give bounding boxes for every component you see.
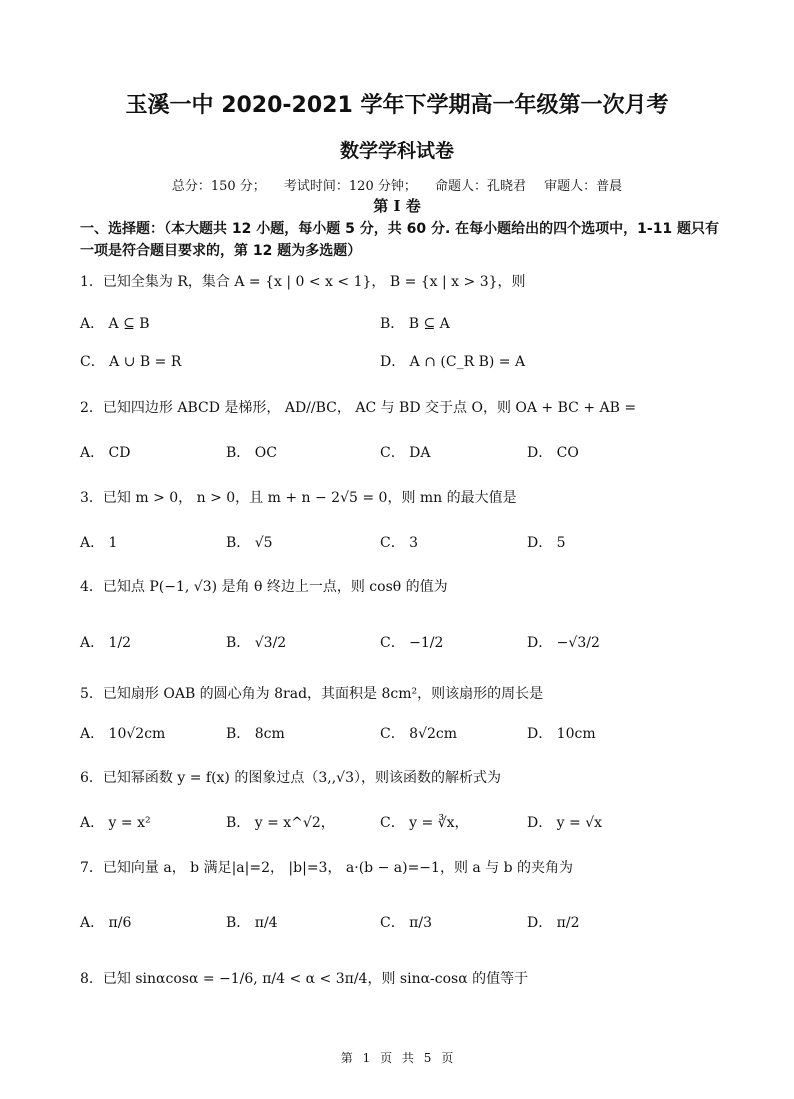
question-7-option-c: C． π/3 (380, 915, 432, 931)
question-2-option-d: D． CO (527, 445, 579, 461)
exam-meta (0, 175, 794, 194)
meta-author: 命题人：孔晓君 (435, 179, 527, 194)
question-3-option-b: B． √5 (226, 535, 273, 551)
question-4-stem: 4．已知点 P(−1, √3) 是角 θ 终边上一点，则 cosθ 的值为 (80, 579, 448, 595)
question-5-option-c: C． 8√2cm (380, 726, 458, 742)
question-5-stem: 5．已知扇形 OAB 的圆心角为 8rad，其面积是 8cm²，则该扇形的周长是 (80, 686, 544, 702)
question-6-option-d: D． y = √x (527, 815, 603, 831)
question-3-stem: 3．已知 m > 0， n > 0，且 m + n − 2√5 = 0，则 mn 的最大值是 (80, 490, 517, 506)
footer-ye-2: 页 (441, 1051, 454, 1065)
question-7-stem: 7．已知向量 a， b 满足|a|=2， |b|=3， a·(b − a)=−1，则 a 与 b 的夹角为 (80, 860, 574, 876)
question-4-option-a: A． 1/2 (80, 635, 132, 651)
question-3-option-d: D． 5 (527, 535, 566, 551)
meta-total-score: 总分：150 分； (171, 179, 266, 194)
footer-total-pages: 5 (423, 1051, 432, 1065)
question-3-option-a: A． 1 (80, 535, 118, 551)
footer-ye: 页 (380, 1051, 393, 1065)
meta-reviewer: 审题人：普晨 (544, 179, 623, 194)
volume-label: 第 I 卷 (373, 197, 421, 215)
question-1-option-b: B． B ⊆ A (380, 316, 450, 332)
question-5-option-b: B． 8cm (226, 726, 285, 742)
question-6-option-c: C． y = ∛x， (380, 815, 469, 831)
meta-exam-time: 考试时间：120 分钟； (283, 179, 417, 194)
question-7-option-d: D． π/2 (527, 915, 580, 931)
section-heading: 一、选择题：（本大题共 12 小题，每小题 5 分，共 60 分. 在每小题给出的四个选项中，1-11 题只有一项是符合题目要求的，第 12 题为多选题） (80, 221, 720, 259)
footer-page-number: 1 (362, 1051, 371, 1065)
question-5-option-a: A． 10√2cm (80, 726, 166, 742)
question-4-option-b: B． √3/2 (226, 635, 287, 651)
question-3-option-c: C． 3 (380, 535, 419, 551)
question-6-stem: 6．已知幂函数 y = f(x) 的图象过点（3,,√3），则该函数的解析式为 (80, 770, 501, 786)
exam-title: 玉溪一中 2020-2021 学年下学期高一年级第一次月考 (125, 93, 669, 118)
question-4-option-d: D． −√3/2 (527, 635, 600, 651)
question-6-option-b: B． y = x^√2， (226, 815, 335, 831)
question-2-option-c: C． DA (380, 445, 431, 461)
question-2-option-a: A． CD (80, 445, 131, 461)
question-1-option-a: A． A ⊆ B (80, 316, 150, 332)
question-1-option-c: C． A ∪ B = R (80, 354, 182, 370)
page-footer (0, 1049, 794, 1066)
question-5-option-d: D． 10cm (527, 726, 596, 742)
question-8-stem: 8．已知 sinαcosα = −1/6, π/4 < α < 3π/4，则 sinα-cosα 的值等于 (80, 971, 529, 987)
question-4-option-c: C． −1/2 (380, 635, 444, 651)
question-6-option-a: A． y = x² (80, 815, 151, 831)
question-2-stem: 2．已知四边形 ABCD 是梯形， AD//BC， AC 与 BD 交于点 O，则 OA + BC + AB = (80, 400, 637, 416)
question-1-option-d: D． A ∩ (C_R B) = A (380, 354, 526, 370)
exam-subtitle: 数学学科试卷 (339, 140, 454, 162)
question-7-option-b: B． π/4 (226, 915, 278, 931)
footer-di: 第 (340, 1051, 353, 1065)
footer-gong: 共 (401, 1051, 414, 1065)
question-1-stem: 1．已知全集为 R，集合 A = {x | 0 < x < 1}， B = {x | x > 3}，则 (80, 274, 526, 290)
question-7-option-a: A． π/6 (80, 915, 132, 931)
question-2-option-b: B． OC (226, 445, 277, 461)
